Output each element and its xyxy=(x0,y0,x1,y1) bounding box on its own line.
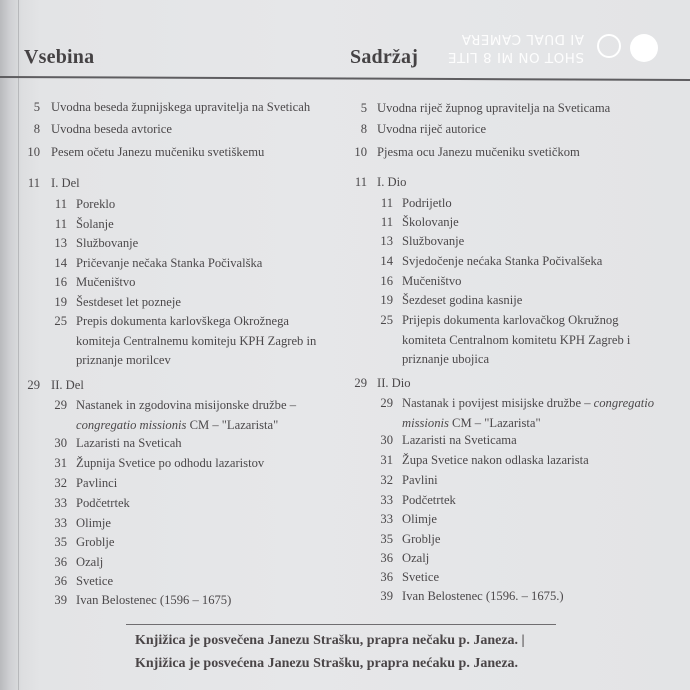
dedication-croatian: Knjižica je posvećena Janezu Strašku, prapra nećaku p. Janeza. xyxy=(135,656,519,671)
header-rule xyxy=(0,76,690,81)
toc-title xyxy=(51,143,264,163)
toc-title-text: Pesem očetu Janezu mučeniku svetiškemu xyxy=(51,145,265,159)
toc-page-number: 33 xyxy=(54,496,67,510)
toc-page-number: 31 xyxy=(54,456,67,470)
toc-title-text: I. Del xyxy=(51,176,80,190)
toc-title-text: Uvodna beseda župnijskega upravitelja na Sveticah xyxy=(51,100,311,114)
toc-page-number: 30 xyxy=(380,433,393,447)
toc-title xyxy=(402,549,429,569)
toc-title-italic: congregatio missionis xyxy=(76,417,187,432)
toc-page-number: 36 xyxy=(54,555,67,569)
toc-title-continuation: komiteja Centralnemu komiteju KPH Zagreb in xyxy=(76,333,317,348)
toc-title xyxy=(402,510,437,530)
toc-title-text: Groblje xyxy=(76,535,115,549)
toc-title xyxy=(76,312,316,371)
toc-title-text: Podčetrtek xyxy=(402,493,456,507)
toc-title xyxy=(402,568,439,588)
toc-page-number: 13 xyxy=(54,236,67,250)
contents-heading-croatian: Sadržaj xyxy=(350,46,419,68)
toc-title-text: Šestdeset let pozneje xyxy=(76,295,181,309)
toc-title-text: Poreklo xyxy=(76,197,116,211)
toc-title-italic: missionis xyxy=(402,415,449,430)
toc-title xyxy=(402,232,464,252)
toc-page-number: 36 xyxy=(380,570,393,584)
toc-title-text: Podčetrtek xyxy=(76,496,130,510)
toc-title-text: Pavlini xyxy=(402,473,438,487)
toc-title-text: I. Dio xyxy=(377,175,407,189)
toc-page-number: 25 xyxy=(54,314,67,328)
toc-title xyxy=(76,273,135,293)
toc-title-italic: congregatio xyxy=(593,396,655,410)
toc-title-continuation: CM – "Lazarista" xyxy=(186,417,279,432)
toc-page-number: 14 xyxy=(54,256,67,270)
toc-page-number: 32 xyxy=(380,473,393,487)
toc-title-text: Pjesma ocu Janezu mučeniku svetičkom xyxy=(377,145,580,159)
toc-page-number: 36 xyxy=(380,551,393,565)
toc-title-text: Uvodna beseda avtorice xyxy=(51,122,172,136)
toc-title xyxy=(402,471,438,491)
toc-page-number: 33 xyxy=(380,493,393,507)
toc-page-number: 39 xyxy=(380,589,393,603)
toc-title-text: Ivan Belostenec (1596 – 1675) xyxy=(76,593,232,607)
toc-page-number: 39 xyxy=(54,593,67,607)
toc-title-text: Šezdeset godina kasnije xyxy=(402,293,523,307)
toc-title xyxy=(377,374,411,394)
toc-title-continuation: CM – "Lazarista" xyxy=(448,415,541,430)
toc-title xyxy=(402,252,602,272)
toc-title xyxy=(76,195,115,215)
toc-title xyxy=(76,591,231,611)
toc-title-text: Lazaristi na Sveticama xyxy=(402,433,517,447)
toc-page-number: 35 xyxy=(54,535,67,549)
toc-title-text: Pavlinci xyxy=(76,476,118,490)
watermark-line-1: SHOT ON MI 8 LITE xyxy=(447,49,584,65)
toc-page-number: 36 xyxy=(54,574,67,588)
toc-title xyxy=(402,431,517,451)
toc-title xyxy=(402,587,564,607)
toc-page-number: 11 xyxy=(27,176,40,190)
toc-title-text: II. Del xyxy=(51,378,84,392)
toc-title-text: Svetice xyxy=(402,570,440,584)
toc-page-number: 33 xyxy=(54,516,67,530)
toc-title xyxy=(76,553,103,573)
toc-title-text: Mučeništvo xyxy=(76,275,136,289)
toc-title xyxy=(76,293,181,313)
toc-page-number: 35 xyxy=(380,532,393,546)
toc-title xyxy=(377,143,580,163)
toc-title-text: Službovanje xyxy=(76,236,139,250)
toc-title-text: Svjedočenje nećaka Stanka Počivalšeka xyxy=(402,254,603,268)
toc-page-number: 11 xyxy=(54,217,67,231)
toc-title-text: Pričevanje nečaka Stanka Počivalška xyxy=(76,256,263,270)
toc-title xyxy=(76,494,130,514)
toc-title-continuation: priznanje ubojica xyxy=(402,352,490,366)
toc-title-text: Župnija Svetice po odhodu lazaristov xyxy=(76,456,265,470)
toc-page-number: 11 xyxy=(354,175,367,189)
toc-title xyxy=(402,291,522,311)
contents-heading-slovenian: Vsebina xyxy=(24,46,95,68)
toc-page-number: 10 xyxy=(27,145,40,159)
toc-title xyxy=(402,272,461,292)
toc-title xyxy=(76,215,114,235)
toc-page-number: 5 xyxy=(33,100,40,114)
toc-title-text: Mučeništvo xyxy=(402,274,462,288)
toc-title-text: Ivan Belostenec (1596. – 1675.) xyxy=(402,589,564,603)
toc-page-number: 30 xyxy=(54,436,67,450)
dedication-slovenian: Knjižica je posvečena Janezu Strašku, prapra nečaku p. Janeza. | xyxy=(135,633,525,648)
toc-title xyxy=(76,254,262,274)
toc-title xyxy=(76,572,113,592)
toc-title-text: Svetice xyxy=(76,574,114,588)
toc-title xyxy=(402,394,654,433)
toc-title xyxy=(51,376,84,396)
toc-title xyxy=(76,514,111,534)
toc-title-text: Školovanje xyxy=(402,215,459,229)
toc-page-number: 19 xyxy=(380,293,393,307)
toc-title xyxy=(377,99,610,119)
toc-page-number: 29 xyxy=(380,396,393,410)
toc-title xyxy=(51,174,80,194)
toc-page-number: 32 xyxy=(54,476,67,490)
watermark-line-2: AI DUAL CAMERA xyxy=(461,31,584,47)
toc-title xyxy=(76,396,296,435)
toc-page-number: 25 xyxy=(380,313,393,327)
toc-title xyxy=(402,213,459,233)
filled-circle-icon xyxy=(630,34,658,62)
toc-page-number: 19 xyxy=(54,295,67,309)
toc-title-text: Ozalj xyxy=(402,551,430,565)
toc-title-text: Službovanje xyxy=(402,234,465,248)
toc-title xyxy=(402,311,630,370)
toc-title xyxy=(402,451,589,471)
toc-title xyxy=(377,120,486,140)
toc-title-continuation: komiteta Centralnom komitetu KPH Zagreb i xyxy=(402,332,631,347)
toc-page-number: 11 xyxy=(380,215,393,229)
toc-page-number: 13 xyxy=(380,234,393,248)
toc-page-number: 10 xyxy=(354,145,367,159)
toc-title xyxy=(377,173,406,193)
toc-page-number: 16 xyxy=(54,275,67,289)
toc-title xyxy=(76,533,114,553)
footer-rule xyxy=(126,624,556,625)
toc-page-number: 8 xyxy=(360,122,367,136)
toc-title-text: Lazaristi na Sveticah xyxy=(76,436,182,450)
toc-title-text: Olimje xyxy=(402,512,437,526)
toc-title xyxy=(402,194,452,214)
toc-title-text: Šolanje xyxy=(76,217,114,231)
toc-page-number: 11 xyxy=(54,197,67,211)
toc-title-text: Nastanak i povijest misijske družbe – xyxy=(402,396,594,410)
toc-title xyxy=(76,474,117,494)
toc-page-number: 16 xyxy=(380,274,393,288)
toc-title-text: II. Dio xyxy=(377,376,411,390)
toc-title-text: Ozalj xyxy=(76,555,104,569)
toc-title-text: Prepis dokumenta karlovškega Okrožnega xyxy=(76,314,289,328)
toc-title-continuation: priznanje morilcev xyxy=(76,353,171,367)
toc-title xyxy=(51,98,310,118)
toc-title xyxy=(402,530,440,550)
toc-title-text: Nastanek in zgodovina misijonske družbe – xyxy=(76,398,296,412)
page-edge xyxy=(18,0,19,690)
toc-title-text: Župa Svetice nakon odlaska lazarista xyxy=(402,453,589,467)
toc-page-number: 5 xyxy=(360,101,367,115)
toc-title-text: Uvodna riječ župnog upravitelja na Sveticama xyxy=(377,101,611,115)
outline-circle-icon xyxy=(597,34,621,58)
toc-title-text: Groblje xyxy=(402,532,441,546)
toc-page-number: 29 xyxy=(54,398,67,412)
toc-title xyxy=(51,120,172,140)
toc-page-number: 14 xyxy=(380,254,393,268)
toc-page-number: 29 xyxy=(354,376,367,390)
toc-page-number: 29 xyxy=(27,378,40,392)
toc-page-number: 33 xyxy=(380,512,393,526)
toc-title xyxy=(76,454,264,474)
toc-title xyxy=(76,434,182,454)
toc-title-text: Podrijetlo xyxy=(402,196,452,210)
toc-page-number: 31 xyxy=(380,453,393,467)
toc-title-text: Prijepis dokumenta karlovačkog Okružnog xyxy=(402,313,619,327)
camera-watermark xyxy=(424,26,584,66)
toc-page-number: 8 xyxy=(33,122,40,136)
toc-title-text: Uvodna riječ autorice xyxy=(377,122,487,136)
toc-page-number: 11 xyxy=(380,196,393,210)
toc-title xyxy=(402,491,456,511)
toc-title xyxy=(76,234,138,254)
toc-title-text: Olimje xyxy=(76,516,111,530)
